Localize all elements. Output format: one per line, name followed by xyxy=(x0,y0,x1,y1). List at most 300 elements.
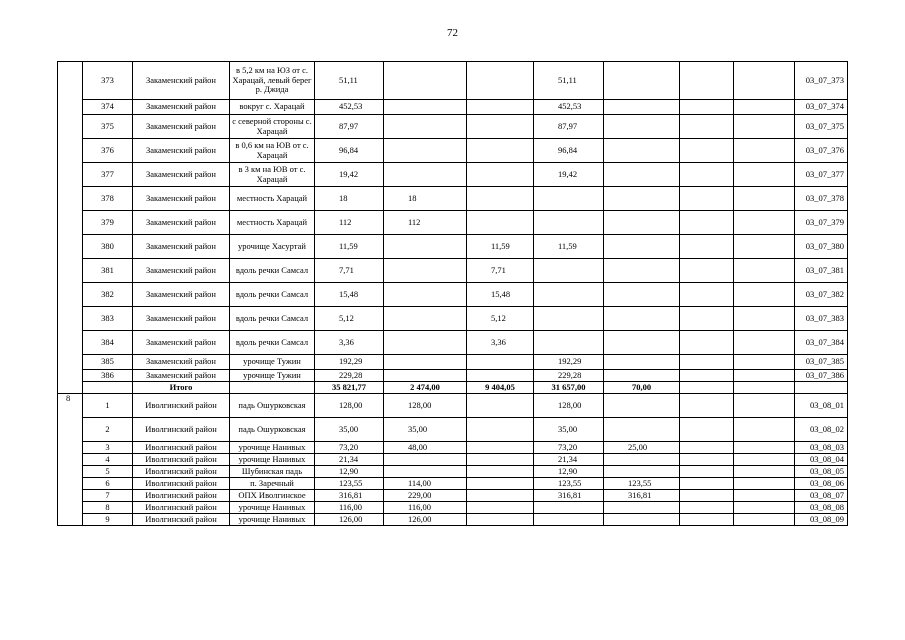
row-number-cell: 7 xyxy=(83,490,133,502)
value-cell-1: 7,71 xyxy=(315,259,384,283)
value-cell-1: 15,48 xyxy=(315,283,384,307)
location-cell: урочище Нанивых xyxy=(230,502,315,514)
value-cell-5 xyxy=(604,394,680,418)
table-row xyxy=(58,307,848,331)
section-cell xyxy=(58,490,83,502)
value-cell-3 xyxy=(467,442,534,454)
value-cell-5 xyxy=(604,355,680,370)
value-cell-4 xyxy=(534,211,604,235)
value-cell-1: 3,36 xyxy=(315,331,384,355)
value-cell-4: 21,34 xyxy=(534,454,604,466)
location-cell: в 3 км на ЮВ от с. Харацай xyxy=(230,163,315,187)
row-number-cell: 382 xyxy=(83,283,133,307)
table-row xyxy=(58,394,848,418)
value-cell-4: 31 657,00 xyxy=(534,382,604,394)
value-cell-5 xyxy=(604,187,680,211)
value-cell-2 xyxy=(384,259,467,283)
value-cell-1: 19,42 xyxy=(315,163,384,187)
table-row xyxy=(58,187,848,211)
value-cell-1: 87,97 xyxy=(315,115,384,139)
value-cell-1: 12,90 xyxy=(315,466,384,478)
value-cell-7 xyxy=(734,283,795,307)
location-cell: ОПХ Иволгинское xyxy=(230,490,315,502)
value-cell-3 xyxy=(467,211,534,235)
value-cell-5 xyxy=(604,370,680,382)
code-cell: 03_07_375 xyxy=(795,115,848,139)
row-number-cell: 380 xyxy=(83,235,133,259)
row-number-cell: 4 xyxy=(83,454,133,466)
value-cell-7 xyxy=(734,62,795,100)
location-cell: урочище Нанивых xyxy=(230,442,315,454)
value-cell-7 xyxy=(734,478,795,490)
value-cell-4: 12,90 xyxy=(534,466,604,478)
district-cell: Закаменский район xyxy=(133,355,230,370)
value-cell-3 xyxy=(467,466,534,478)
district-cell: Закаменский район xyxy=(133,139,230,163)
location-cell: урочище Нанивых xyxy=(230,454,315,466)
row-number-cell xyxy=(83,382,133,394)
section-cell xyxy=(58,283,83,307)
value-cell-3 xyxy=(467,100,534,115)
value-cell-7 xyxy=(734,100,795,115)
value-cell-2: 2 474,00 xyxy=(384,382,467,394)
code-cell: 03_07_378 xyxy=(795,187,848,211)
value-cell-4: 35,00 xyxy=(534,418,604,442)
value-cell-3: 5,12 xyxy=(467,307,534,331)
value-cell-3 xyxy=(467,370,534,382)
value-cell-4: 51,11 xyxy=(534,62,604,100)
value-cell-7 xyxy=(734,355,795,370)
row-number-cell: 386 xyxy=(83,370,133,382)
code-cell: 03_08_07 xyxy=(795,490,848,502)
value-cell-4: 96,84 xyxy=(534,139,604,163)
value-cell-1: 126,00 xyxy=(315,514,384,526)
district-cell: Закаменский район xyxy=(133,100,230,115)
value-cell-5: 123,55 xyxy=(604,478,680,490)
location-cell: местность Харацай xyxy=(230,187,315,211)
value-cell-4: 316,81 xyxy=(534,490,604,502)
location-cell: вокруг с. Харацай xyxy=(230,100,315,115)
value-cell-4: 87,97 xyxy=(534,115,604,139)
district-cell: Закаменский район xyxy=(133,283,230,307)
district-cell: Закаменский район xyxy=(133,370,230,382)
row-number-cell: 5 xyxy=(83,466,133,478)
row-number-cell: 8 xyxy=(83,502,133,514)
section-cell xyxy=(58,502,83,514)
land-table xyxy=(57,61,848,526)
table-row xyxy=(58,442,848,454)
value-cell-6 xyxy=(680,382,734,394)
value-cell-6 xyxy=(680,466,734,478)
district-cell: Закаменский район xyxy=(133,235,230,259)
table-row xyxy=(58,370,848,382)
value-cell-7 xyxy=(734,502,795,514)
location-cell xyxy=(230,382,315,394)
section-cell xyxy=(58,163,83,187)
row-number-cell: 383 xyxy=(83,307,133,331)
value-cell-4: 192,29 xyxy=(534,355,604,370)
table-row xyxy=(58,490,848,502)
value-cell-5 xyxy=(604,163,680,187)
value-cell-7 xyxy=(734,514,795,526)
location-cell: п. Заречный xyxy=(230,478,315,490)
value-cell-3: 15,48 xyxy=(467,283,534,307)
section-cell xyxy=(58,514,83,526)
section-cell xyxy=(58,211,83,235)
value-cell-2 xyxy=(384,307,467,331)
value-cell-4: 123,55 xyxy=(534,478,604,490)
value-cell-6 xyxy=(680,283,734,307)
table-row xyxy=(58,100,848,115)
value-cell-1: 18 xyxy=(315,187,384,211)
value-cell-1: 51,11 xyxy=(315,62,384,100)
district-cell: Иволгинский район xyxy=(133,454,230,466)
value-cell-2: 126,00 xyxy=(384,514,467,526)
district-cell: Закаменский район xyxy=(133,259,230,283)
value-cell-6 xyxy=(680,62,734,100)
value-cell-7 xyxy=(734,466,795,478)
section-cell xyxy=(58,382,83,394)
row-number-cell: 6 xyxy=(83,478,133,490)
value-cell-5 xyxy=(604,307,680,331)
district-cell: Иволгинский район xyxy=(133,418,230,442)
value-cell-2 xyxy=(384,454,467,466)
code-cell: 03_08_03 xyxy=(795,442,848,454)
value-cell-4: 229,28 xyxy=(534,370,604,382)
value-cell-4 xyxy=(534,307,604,331)
section-cell xyxy=(58,139,83,163)
value-cell-2: 18 xyxy=(384,187,467,211)
code-cell: 03_07_376 xyxy=(795,139,848,163)
value-cell-5 xyxy=(604,211,680,235)
value-cell-3 xyxy=(467,418,534,442)
value-cell-5 xyxy=(604,259,680,283)
row-number-cell: 2 xyxy=(83,418,133,442)
value-cell-5 xyxy=(604,454,680,466)
code-cell: 03_07_374 xyxy=(795,100,848,115)
district-cell: Иволгинский район xyxy=(133,394,230,418)
value-cell-7 xyxy=(734,331,795,355)
value-cell-6 xyxy=(680,187,734,211)
code-cell: 03_08_09 xyxy=(795,514,848,526)
row-number-cell: 376 xyxy=(83,139,133,163)
value-cell-7 xyxy=(734,370,795,382)
value-cell-6 xyxy=(680,418,734,442)
value-cell-5 xyxy=(604,502,680,514)
location-cell: урочище Хасуртай xyxy=(230,235,315,259)
section-cell xyxy=(58,259,83,283)
value-cell-6 xyxy=(680,355,734,370)
row-number-cell: 374 xyxy=(83,100,133,115)
value-cell-2 xyxy=(384,331,467,355)
value-cell-1: 316,81 xyxy=(315,490,384,502)
value-cell-1: 229,28 xyxy=(315,370,384,382)
district-cell: Иволгинский район xyxy=(133,514,230,526)
value-cell-1: 96,84 xyxy=(315,139,384,163)
value-cell-6 xyxy=(680,502,734,514)
value-cell-4 xyxy=(534,514,604,526)
district-cell: Закаменский район xyxy=(133,163,230,187)
value-cell-3 xyxy=(467,394,534,418)
value-cell-4 xyxy=(534,502,604,514)
value-cell-3 xyxy=(467,454,534,466)
row-number-cell: 378 xyxy=(83,187,133,211)
value-cell-4: 128,00 xyxy=(534,394,604,418)
location-cell: падь Ошурковская xyxy=(230,418,315,442)
value-cell-2: 48,00 xyxy=(384,442,467,454)
row-number-cell: 377 xyxy=(83,163,133,187)
value-cell-2 xyxy=(384,466,467,478)
value-cell-6 xyxy=(680,442,734,454)
value-cell-3 xyxy=(467,514,534,526)
value-cell-6 xyxy=(680,478,734,490)
value-cell-7 xyxy=(734,115,795,139)
code-cell: 03_08_04 xyxy=(795,454,848,466)
section-cell xyxy=(58,466,83,478)
district-cell: Закаменский район xyxy=(133,307,230,331)
district-cell: Иволгинский район xyxy=(133,466,230,478)
value-cell-6 xyxy=(680,490,734,502)
value-cell-1: 452,53 xyxy=(315,100,384,115)
value-cell-6 xyxy=(680,454,734,466)
value-cell-5: 316,81 xyxy=(604,490,680,502)
value-cell-3 xyxy=(467,163,534,187)
table-row xyxy=(58,235,848,259)
value-cell-5 xyxy=(604,115,680,139)
location-cell: урочище Нанивых xyxy=(230,514,315,526)
value-cell-4 xyxy=(534,331,604,355)
value-cell-5: 70,00 xyxy=(604,382,680,394)
value-cell-3 xyxy=(467,502,534,514)
code-cell: 03_08_05 xyxy=(795,466,848,478)
value-cell-5 xyxy=(604,139,680,163)
value-cell-2: 35,00 xyxy=(384,418,467,442)
value-cell-7 xyxy=(734,211,795,235)
value-cell-5: 25,00 xyxy=(604,442,680,454)
district-cell: Иволгинский район xyxy=(133,442,230,454)
code-cell: 03_07_381 xyxy=(795,259,848,283)
value-cell-4: 19,42 xyxy=(534,163,604,187)
table-body xyxy=(58,62,848,526)
district-cell: Иволгинский район xyxy=(133,502,230,514)
value-cell-6 xyxy=(680,370,734,382)
value-cell-2 xyxy=(384,235,467,259)
district-cell: Закаменский район xyxy=(133,211,230,235)
value-cell-2 xyxy=(384,370,467,382)
value-cell-3: 9 404,05 xyxy=(467,382,534,394)
district-cell: Иволгинский район xyxy=(133,490,230,502)
value-cell-7 xyxy=(734,382,795,394)
value-cell-3: 11,59 xyxy=(467,235,534,259)
code-cell: 03_07_386 xyxy=(795,370,848,382)
row-number-cell: 384 xyxy=(83,331,133,355)
value-cell-1: 73,20 xyxy=(315,442,384,454)
value-cell-3: 7,71 xyxy=(467,259,534,283)
table-row xyxy=(58,502,848,514)
location-cell: вдоль речки Самсал xyxy=(230,331,315,355)
code-cell: 03_08_08 xyxy=(795,502,848,514)
district-cell: Закаменский район xyxy=(133,62,230,100)
section-cell xyxy=(58,355,83,370)
value-cell-6 xyxy=(680,259,734,283)
value-cell-1: 112 xyxy=(315,211,384,235)
value-cell-4: 452,53 xyxy=(534,100,604,115)
value-cell-1: 128,00 xyxy=(315,394,384,418)
section-cell xyxy=(58,442,83,454)
code-cell: 03_07_373 xyxy=(795,62,848,100)
value-cell-2 xyxy=(384,115,467,139)
value-cell-7 xyxy=(734,490,795,502)
value-cell-7 xyxy=(734,442,795,454)
value-cell-7 xyxy=(734,418,795,442)
value-cell-6 xyxy=(680,331,734,355)
value-cell-7 xyxy=(734,139,795,163)
district-cell: Закаменский район xyxy=(133,331,230,355)
code-cell: 03_07_382 xyxy=(795,283,848,307)
table-row xyxy=(58,211,848,235)
value-cell-2 xyxy=(384,283,467,307)
value-cell-6 xyxy=(680,211,734,235)
value-cell-3 xyxy=(467,62,534,100)
value-cell-5 xyxy=(604,466,680,478)
value-cell-5 xyxy=(604,418,680,442)
value-cell-6 xyxy=(680,163,734,187)
value-cell-2: 229,00 xyxy=(384,490,467,502)
value-cell-6 xyxy=(680,235,734,259)
total-row xyxy=(58,382,848,394)
value-cell-2: 112 xyxy=(384,211,467,235)
value-cell-2 xyxy=(384,100,467,115)
section-cell xyxy=(58,62,83,100)
value-cell-7 xyxy=(734,163,795,187)
table-row xyxy=(58,163,848,187)
page-number: 72 xyxy=(447,27,458,39)
location-cell: вдоль речки Самсал xyxy=(230,307,315,331)
code-cell: 03_08_06 xyxy=(795,478,848,490)
value-cell-3: 3,36 xyxy=(467,331,534,355)
value-cell-2: 114,00 xyxy=(384,478,467,490)
value-cell-5 xyxy=(604,514,680,526)
value-cell-2: 128,00 xyxy=(384,394,467,418)
district-cell: Закаменский район xyxy=(133,115,230,139)
code-cell: 03_07_377 xyxy=(795,163,848,187)
section-cell xyxy=(58,115,83,139)
value-cell-3 xyxy=(467,490,534,502)
table-row xyxy=(58,331,848,355)
row-number-cell: 1 xyxy=(83,394,133,418)
row-number-cell: 373 xyxy=(83,62,133,100)
row-number-cell: 381 xyxy=(83,259,133,283)
location-cell: Шубинская падь xyxy=(230,466,315,478)
code-cell: 03_07_384 xyxy=(795,331,848,355)
location-cell: падь Ошурковская xyxy=(230,394,315,418)
value-cell-4 xyxy=(534,283,604,307)
value-cell-6 xyxy=(680,100,734,115)
value-cell-1: 123,55 xyxy=(315,478,384,490)
value-cell-5 xyxy=(604,100,680,115)
value-cell-5 xyxy=(604,62,680,100)
district-cell: Иволгинский район xyxy=(133,478,230,490)
table-row xyxy=(58,139,848,163)
section-cell xyxy=(58,478,83,490)
value-cell-7 xyxy=(734,307,795,331)
code-cell: 03_08_01 xyxy=(795,394,848,418)
value-cell-7 xyxy=(734,259,795,283)
location-cell: урочище Тужин xyxy=(230,370,315,382)
code-cell: 03_07_383 xyxy=(795,307,848,331)
section-cell xyxy=(58,187,83,211)
value-cell-6 xyxy=(680,115,734,139)
table-row xyxy=(58,418,848,442)
table-row xyxy=(58,62,848,100)
table-row xyxy=(58,283,848,307)
district-cell: Закаменский район xyxy=(133,187,230,211)
row-number-cell: 379 xyxy=(83,211,133,235)
row-number-cell: 375 xyxy=(83,115,133,139)
code-cell xyxy=(795,382,848,394)
district-cell: Итого xyxy=(133,382,230,394)
value-cell-3 xyxy=(467,355,534,370)
value-cell-1: 192,29 xyxy=(315,355,384,370)
value-cell-3 xyxy=(467,115,534,139)
location-cell: урочище Тужин xyxy=(230,355,315,370)
table-row xyxy=(58,454,848,466)
table-row xyxy=(58,514,848,526)
section-cell xyxy=(58,100,83,115)
location-cell: в 0,6 км на ЮВ от с. Харацай xyxy=(230,139,315,163)
value-cell-3 xyxy=(467,139,534,163)
value-cell-2 xyxy=(384,355,467,370)
section-cell xyxy=(58,418,83,442)
section-cell xyxy=(58,370,83,382)
table-row xyxy=(58,259,848,283)
row-number-cell: 3 xyxy=(83,442,133,454)
value-cell-1: 5,12 xyxy=(315,307,384,331)
value-cell-7 xyxy=(734,187,795,211)
value-cell-1: 116,00 xyxy=(315,502,384,514)
value-cell-1: 21,34 xyxy=(315,454,384,466)
section-cell xyxy=(58,331,83,355)
table-row xyxy=(58,115,848,139)
value-cell-2 xyxy=(384,62,467,100)
table-row xyxy=(58,466,848,478)
value-cell-7 xyxy=(734,454,795,466)
value-cell-6 xyxy=(680,139,734,163)
value-cell-4: 73,20 xyxy=(534,442,604,454)
value-cell-5 xyxy=(604,283,680,307)
value-cell-5 xyxy=(604,235,680,259)
code-cell: 03_07_380 xyxy=(795,235,848,259)
code-cell: 03_07_379 xyxy=(795,211,848,235)
value-cell-7 xyxy=(734,394,795,418)
location-cell: местность Харацай xyxy=(230,211,315,235)
section-cell xyxy=(58,235,83,259)
value-cell-2: 116,00 xyxy=(384,502,467,514)
value-cell-1: 35,00 xyxy=(315,418,384,442)
table-row xyxy=(58,355,848,370)
value-cell-4 xyxy=(534,187,604,211)
value-cell-2 xyxy=(384,163,467,187)
value-cell-6 xyxy=(680,307,734,331)
value-cell-3 xyxy=(467,187,534,211)
value-cell-2 xyxy=(384,139,467,163)
location-cell: вдоль речки Самсал xyxy=(230,259,315,283)
row-number-cell: 385 xyxy=(83,355,133,370)
value-cell-7 xyxy=(734,235,795,259)
code-cell: 03_08_02 xyxy=(795,418,848,442)
location-cell: в 5,2 км на ЮЗ от с. Харацай, левый берег р. Джида xyxy=(230,62,315,100)
value-cell-4: 11,59 xyxy=(534,235,604,259)
